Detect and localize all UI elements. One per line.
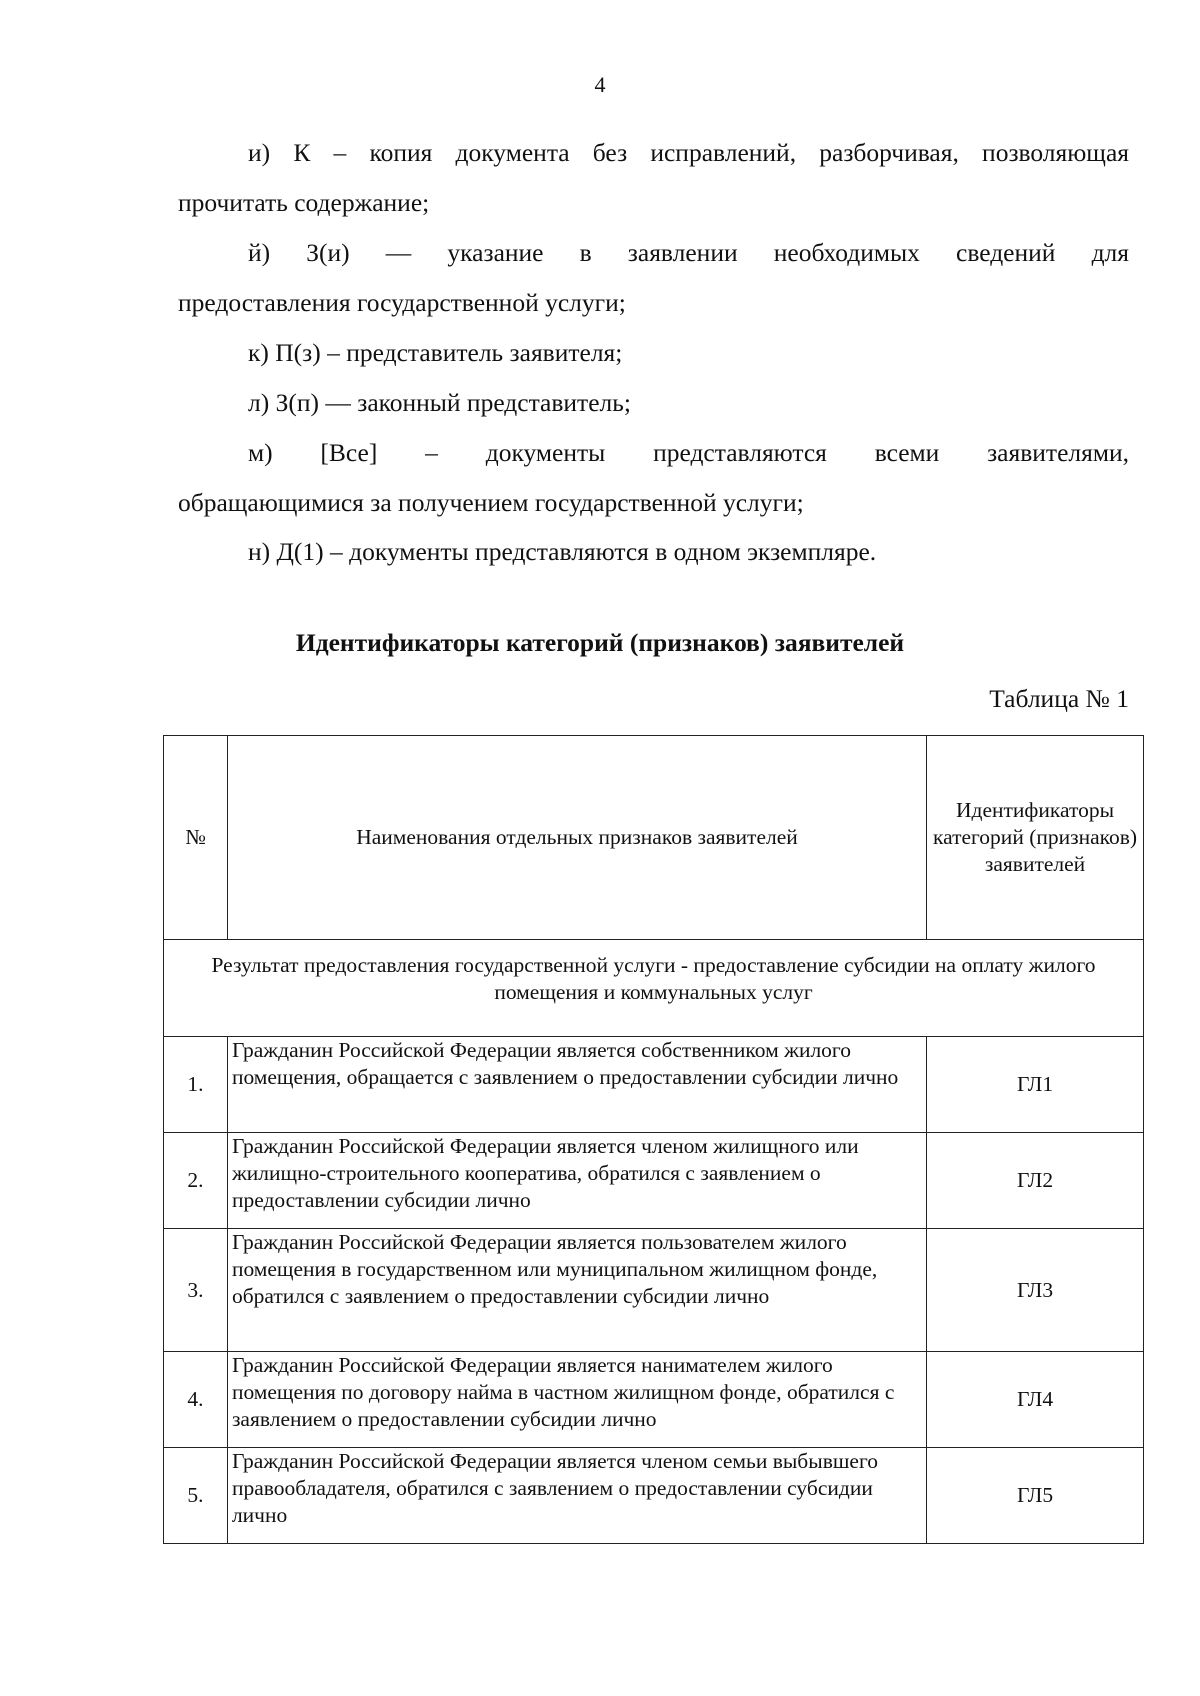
section-title: Идентификаторы категорий (признаков) заявителей — [295, 628, 905, 657]
header-num: № — [164, 736, 228, 940]
paragraph-line: н) Д(1) – документы представляются в одном экземпляре. — [248, 537, 877, 566]
page-number: 4 — [594, 72, 606, 97]
header-id: Идентификаторы категорий (признаков) заявителей — [927, 736, 1144, 940]
row-desc: Гражданин Российской Федерации является нанимателем жилого помещения по договору найма в частном жилищном фонде, обратился с заявлением о предоставлении субсидии лично — [227, 1352, 926, 1448]
paragraph-line: л) З(п) — законный представитель; — [248, 388, 631, 417]
row-id: ГЛ5 — [927, 1448, 1144, 1544]
table-section-row — [164, 940, 1144, 1037]
row-id: ГЛ2 — [927, 1133, 1144, 1229]
header-name: Наименования отдельных признаков заявителей — [227, 736, 926, 940]
row-num: 4. — [164, 1352, 228, 1448]
row-desc: Гражданин Российской Федерации является собственником жилого помещения, обращается с заявлением о предоставлении субсидии лично — [227, 1037, 926, 1133]
section-cell: Результат предоставления государственной услуги - предоставление субсидии на оплату жилого помещения и коммунальных услуг — [164, 940, 1144, 1037]
row-num: 2. — [164, 1133, 228, 1229]
paragraph-line: предоставления государственной услуги; — [178, 288, 626, 317]
row-num: 3. — [164, 1229, 228, 1352]
row-desc: Гражданин Российской Федерации является членом семьи выбывшего правообладателя, обратился с заявлением о предоставлении субсидии лично — [227, 1448, 926, 1544]
row-id: ГЛ4 — [927, 1352, 1144, 1448]
paragraph-line: к) П(з) – представитель заявителя; — [248, 338, 623, 367]
paragraph-n — [178, 527, 1129, 577]
row-desc: Гражданин Российской Федерации является членом жилищного или жилищно-строительного кооператива, обратился с заявлением о предоставлении субсидии лично — [227, 1133, 926, 1229]
paragraph-i — [178, 128, 1129, 228]
paragraph-line: й) З(и) — указание в заявлении необходимых сведений для — [248, 238, 1129, 267]
paragraph-line: обращающимися за получением государственной услуги; — [178, 488, 804, 517]
table-row — [164, 1448, 1144, 1544]
row-desc: Гражданин Российской Федерации является пользователем жилого помещения в государственном или муниципальном жилищном фонде, обратился с заявлением о предоставлении субсидии лично — [227, 1229, 926, 1352]
table-header-row — [164, 736, 1144, 940]
paragraph-line: прочитать содержание; — [178, 188, 430, 217]
row-num: 1. — [164, 1037, 228, 1133]
paragraph-k — [178, 328, 1129, 378]
table-caption: Таблица № 1 — [989, 684, 1129, 713]
paragraph-line: м) [Все] – документы представляются всеми заявителями, — [248, 438, 1129, 467]
table-row — [164, 1229, 1144, 1352]
paragraph-line: и) К – копия документа без исправлений, разборчивая, позволяющая — [248, 138, 1129, 167]
table-row — [164, 1037, 1144, 1133]
paragraph-l — [178, 378, 1129, 428]
paragraph-m — [178, 428, 1129, 528]
table-row — [164, 1133, 1144, 1229]
applicant-categories-table — [163, 735, 1144, 1544]
row-id: ГЛ1 — [927, 1037, 1144, 1133]
row-num: 5. — [164, 1448, 228, 1544]
table-row — [164, 1352, 1144, 1448]
paragraph-j — [178, 228, 1129, 328]
row-id: ГЛ3 — [927, 1229, 1144, 1352]
